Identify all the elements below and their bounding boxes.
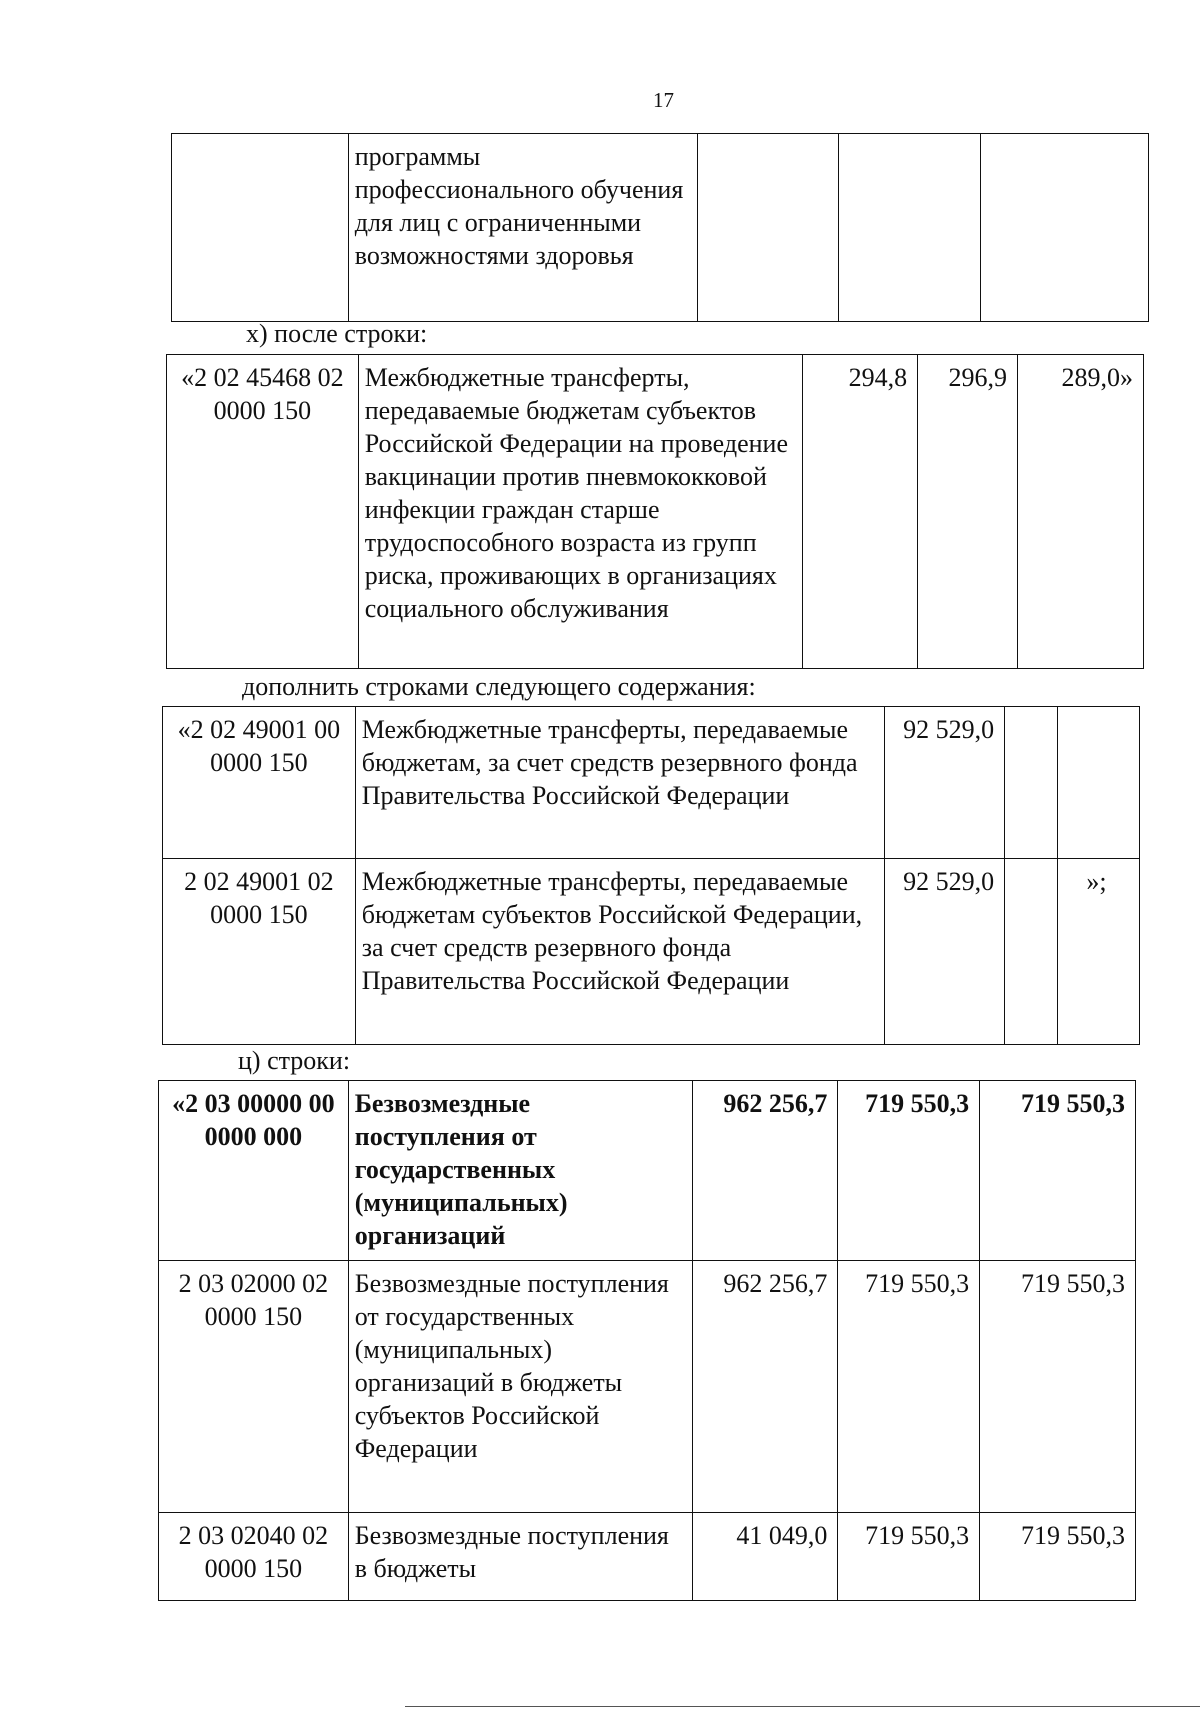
row-value-1: 962 256,7: [693, 1261, 838, 1513]
row-value-1: 294,8: [803, 355, 918, 669]
row-code: «2 03 00000 00 0000 000: [159, 1081, 349, 1261]
row-name: Межбюджетные трансферты, передаваемые бюджетам, за счет средств резервного фонда Правительства Российской Федерации: [355, 707, 884, 859]
row-value-1: 92 529,0: [885, 859, 1005, 1045]
row-value-3: 289,0»: [1018, 355, 1144, 669]
row-name: программы профессионального обучения для лиц с ограниченными возможностями здоровья: [348, 134, 697, 322]
row-name: Межбюджетные трансферты, передаваемые бюджетам субъектов Российской Федерации, за счет средств резервного фонда Правительства Российской Федерации: [355, 859, 884, 1045]
row-value-1: 41 049,0: [693, 1513, 838, 1601]
row-value-1: 962 256,7: [693, 1081, 838, 1261]
row-value-2: 719 550,3: [838, 1261, 980, 1513]
caption-x: х) после строки:: [246, 319, 428, 348]
table-row: [163, 707, 1140, 859]
row-code: «2 02 45468 02 0000 150: [167, 355, 359, 669]
table-row: [159, 1261, 1136, 1513]
row-code: «2 02 49001 00 0000 150: [163, 707, 356, 859]
row-value-2: 719 550,3: [838, 1081, 980, 1261]
row-code: [172, 134, 349, 322]
row-name: Межбюджетные трансферты, передаваемые бюджетам субъектов Российской Федерации на проведение вакцинации против пневмококковой инфекции граждан старше трудоспособного возраста из групп риска, проживающих в организациях социального обслуживания: [358, 355, 802, 669]
row-code: 2 02 49001 02 0000 150: [163, 859, 356, 1045]
table-ts: [158, 1080, 1136, 1601]
row-value-3: »;: [1058, 859, 1140, 1045]
row-code: 2 03 02040 02 0000 150: [159, 1513, 349, 1601]
table-x: [166, 354, 1144, 669]
table-row: [172, 134, 1149, 322]
row-value-3: [981, 134, 1149, 322]
table-add: [162, 706, 1140, 1045]
row-name: Безвозмездные поступления от государственных (муниципальных) организаций в бюджеты субъектов Российской Федерации: [348, 1261, 693, 1513]
row-value-2: [839, 134, 981, 322]
table-row: [159, 1513, 1136, 1601]
table-row: [159, 1081, 1136, 1261]
table-row: [163, 859, 1140, 1045]
table-continuation: [171, 133, 1149, 322]
row-value-2: [1005, 707, 1058, 859]
caption-ts: ц) строки:: [238, 1046, 351, 1075]
row-value-3: 719 550,3: [980, 1261, 1136, 1513]
row-code: 2 03 02000 02 0000 150: [159, 1261, 349, 1513]
row-value-1: [697, 134, 839, 322]
table-row: [167, 355, 1144, 669]
page-number: 17: [653, 88, 674, 112]
row-value-2: 296,9: [918, 355, 1018, 669]
row-value-2: [1005, 859, 1058, 1045]
row-name: Безвозмездные поступления в бюджеты: [348, 1513, 693, 1601]
bottom-scan-edge: [405, 1706, 1200, 1707]
row-value-3: 719 550,3: [980, 1513, 1136, 1601]
caption-add: дополнить строками следующего содержания:: [242, 672, 756, 701]
row-value-2: 719 550,3: [838, 1513, 980, 1601]
row-value-3: 719 550,3: [980, 1081, 1136, 1261]
row-name: Безвозмездные поступления от государственных (муниципальных) организаций: [348, 1081, 693, 1261]
row-value-3: [1058, 707, 1140, 859]
row-value-1: 92 529,0: [885, 707, 1005, 859]
